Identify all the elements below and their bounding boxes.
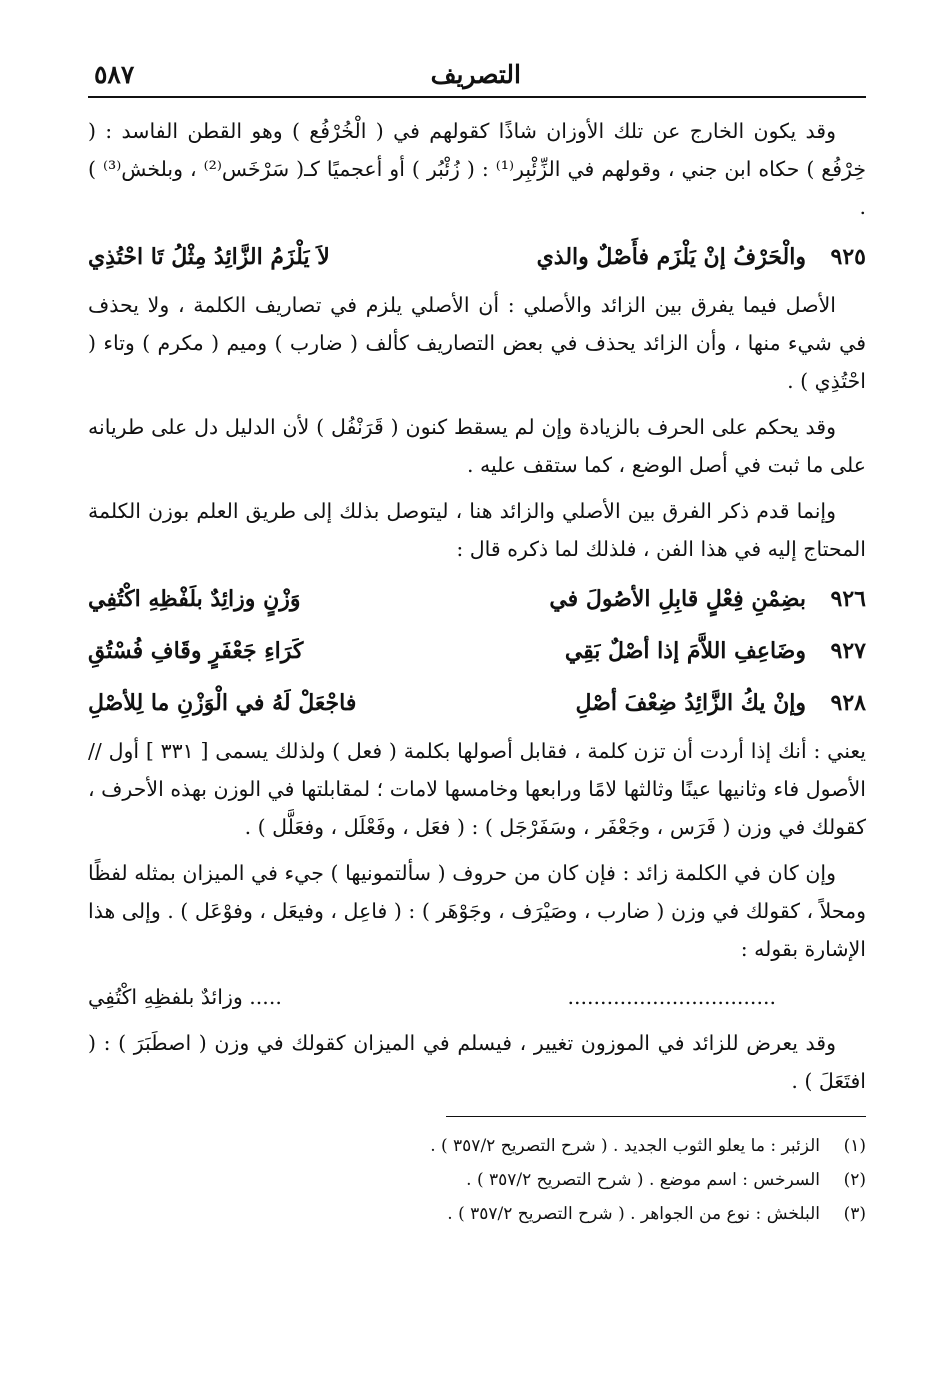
footnote-text: السرخس : اسم موضع . ( شرح التصريح ٣٥٧/٢ ) . xyxy=(466,1170,820,1190)
footnote-mark: (٣) xyxy=(843,1204,866,1224)
footnote-3 xyxy=(88,1197,866,1231)
verse-number: ٩٢٨ xyxy=(830,690,866,716)
verse-second-hemistich: فاجْعَلْ لَهُ في الْوَزْنِ ما لِلأصْلِ xyxy=(88,690,357,716)
paragraph-1: وقد يكون الخارج عن تلك الأوزان شاذًا كقولهم في ( الْخُرْفُع ) وهو القطن الفاسد : ( خِرْفُع ) حكاه ابن جني ، وقولهم في الزِّئْبِر⁽¹⁾ : ( زُئْبُر ) أو أعجميًا كـ( سَرْخَس⁽²⁾ ، وبلخش⁽³⁾ ) . xyxy=(88,119,866,219)
page-header xyxy=(88,56,866,98)
page-body xyxy=(88,112,866,1231)
verse-first-hemistich: بضِمْنِ فِعْلٍ قابِلِ الأصُولَ في xyxy=(549,586,806,612)
verse-second-hemistich: وَزْنٍ وزائِدٌ بلَفْظِهِ اكْتُفِي xyxy=(88,586,301,612)
page-number: ٥٨٧ xyxy=(94,60,135,89)
footnote-1 xyxy=(88,1129,866,1163)
verse-second-hemistich: كَرَاءِ جَعْفَرٍ وقَافِ فُسْتُقِ xyxy=(88,638,304,664)
paragraph-5: يعني : أنك إذا أردت أن تزن كلمة ، فقابل أصولها بكلمة ( فعل ) ولذلك يسمى [ ٣٣١ ] أول // الأصول فاء وثانيها عينًا وثالثها لامًا ورابعها وخامسها لامات ؛ لمقابلتها في الوزن بهذه الأحرف ، كقولك في وزن ( فَرَس ، وجَعْفَر ، وسَفَرْجَل ) : ( فعَل ، وفَعْلَل ، وفعَلَّل ) . xyxy=(88,739,866,839)
running-title: التصريف xyxy=(430,60,521,89)
paragraph-6: وإن كان في الكلمة زائد : فإن كان من حروف ( سألتمونيها ) جيء في الميزان بمثله لفظًا ومحلاً ، كقولك في وزن ( ضارب ، وصَيْرَف ، وجَوْهَر ) : ( فاعِل ، وفيعَل ، وفوْعَل ) . وإلى هذا الإشارة بقوله : xyxy=(88,861,866,961)
quoted-verse-line xyxy=(88,976,866,1018)
book-page xyxy=(88,56,866,1231)
verse-first-hemistich: وضَاعِفِ اللاَّمَ إذا أصْلٌ بَقِي xyxy=(564,638,806,664)
paragraph-4: وإنما قدم ذكر الفرق بين الأصلي والزائد هنا ، ليتوصل بذلك إلى طريق العلم بوزن الكلمة المحتاج إليه في هذا الفن ، فلذلك لما ذكره قال : xyxy=(88,499,866,561)
paragraph-7: وقد يعرض للزائد في الموزون تغيير ، فيسلم في الميزان كقولك في وزن ( اصطَبَرَ ) : ( افتَعَلَ ) . xyxy=(88,1031,866,1093)
verse-first-hemistich: والْحَرْفُ إنْ يَلْزَم فأَصْلٌ والذي xyxy=(536,244,806,270)
footnote-text: الزئبر : ما يعلو الثوب الجديد . ( شرح التصريح ٣٥٧/٢ ) . xyxy=(430,1136,820,1156)
quoted-verse-text: ..... وزائدٌ بلفظِهِ اكْتُفِي xyxy=(88,985,282,1009)
verse-926 xyxy=(88,576,866,622)
verse-number: ٩٢٦ xyxy=(830,586,866,612)
footnote-text: البلخش : نوع من الجواهر . ( شرح التصريح ٣٥٧/٢ ) . xyxy=(447,1204,820,1224)
verse-number: ٩٢٧ xyxy=(830,638,866,664)
verse-first-hemistich: وإنْ يكُ الزَّائِدُ ضِعْفَ أصْلِ xyxy=(575,690,806,716)
footnote-mark: (٢) xyxy=(843,1170,866,1190)
footnote-2 xyxy=(88,1163,866,1197)
verse-927 xyxy=(88,628,866,674)
paragraph-3: وقد يحكم على الحرف بالزيادة وإن لم يسقط كنون ( قَرَنْفُل ) لأن الدليل دل على طريانه على ما ثبت في أصل الوضع ، كما ستقف عليه . xyxy=(88,415,866,477)
verse-number: ٩٢٥ xyxy=(830,244,866,270)
footnote-mark: (١) xyxy=(843,1136,866,1156)
verse-928 xyxy=(88,680,866,726)
quoted-verse-dots: ................................ xyxy=(567,985,776,1009)
verse-925 xyxy=(88,234,866,280)
footnote-separator xyxy=(446,1116,866,1117)
paragraph-2: الأصل فيما يفرق بين الزائد والأصلي : أن الأصلي يلزم في تصاريف الكلمة ، ولا يحذف في شيء منها ، وأن الزائد يحذف في بعض التصاريف كألف ( ضارب ) وميم ( مكرم ) وتاء ( احْتُذِي ) . xyxy=(88,293,866,393)
verse-second-hemistich: لاَ يَلْزَمُ الزَّائِدُ مِثْلُ تَا احْتُذِي xyxy=(88,244,330,270)
